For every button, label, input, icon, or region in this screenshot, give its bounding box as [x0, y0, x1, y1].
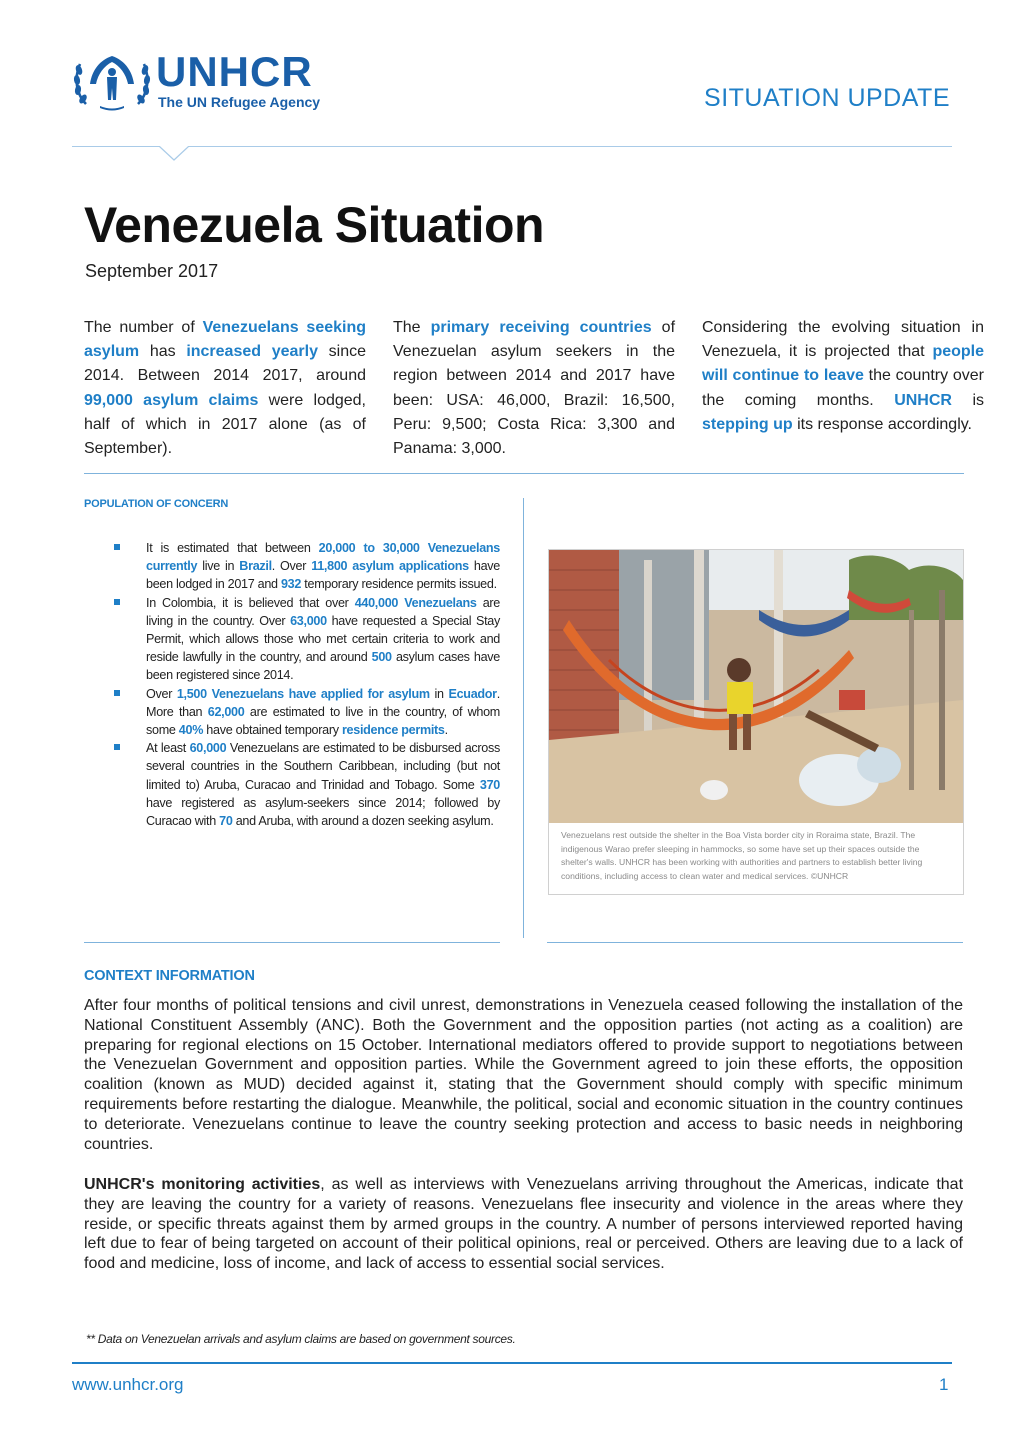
section-divider-right: [547, 942, 963, 943]
text-run: have registered as asylum-seekers since 2014; followed by Curacao with: [146, 795, 500, 829]
population-heading: POPULATION OF CONCERN: [84, 498, 229, 510]
text-run: The number of: [84, 319, 203, 336]
text-run: It is estimated that between: [146, 541, 319, 555]
highlight-text: UNHCR: [894, 391, 952, 409]
text-run: have obtained temporary: [203, 723, 342, 738]
highlight-text: 370: [479, 777, 500, 792]
photo-figure: [548, 549, 964, 895]
column-divider: [523, 498, 524, 938]
highlight-text: 20,000 to 30,000 Venezuelans currently: [146, 541, 501, 574]
page-title: Venezuela Situation: [84, 197, 545, 253]
text-run: . Over: [271, 559, 312, 574]
text-run: its response accordingly.: [792, 415, 972, 433]
population-list: [114, 539, 500, 830]
highlight-text: 63,000: [290, 613, 327, 628]
bullet-icon: [114, 744, 120, 750]
list-item: [114, 739, 500, 830]
header-divider: [72, 146, 952, 147]
highlight-text: increased yearly: [186, 343, 318, 361]
bullet-text: [146, 741, 500, 828]
text-run: has: [139, 343, 187, 361]
unhcr-logo: [72, 48, 342, 114]
shelter-photo: [549, 550, 963, 823]
highlight-text: 99,000 asylum claims: [84, 391, 259, 409]
bullet-text: [146, 687, 500, 737]
text-run: asylum cases have been registered since 2014.: [146, 650, 500, 683]
list-item: [114, 594, 500, 685]
logo-wordmark: UNHCR: [156, 48, 313, 95]
text-run: is: [951, 391, 985, 409]
highlight-text: 932: [280, 577, 302, 592]
list-item: [114, 685, 500, 740]
highlight-text: people will continue to leave: [702, 343, 984, 385]
text-run: Considering the evolving situation in Venezuela, it is projected that: [702, 319, 984, 361]
text-run: After four months of political tensions and civil unrest, demonstrations in Venezuela ceased following the installation of the National Constituent Assembly (ANC). Both the Government and the opposition parties (not acting as a coalition) are preparing for regional elections on 15 October. International mediators offered to provide support to negotiations between the Venezuelan Government and opposition parties. While the Government agreed to join these efforts, the opposition coalition (known as MUD) decided against it, stating that the Government should comply with specific minimum requirements before restarting the dialogue. Meanwhile, the political, social and economic situation in the country continues to deteriorate. Venezuelans continue to leave the country seeking protection and access to basic needs in neighboring countries.: [84, 997, 963, 1153]
highlight-text: 11,800 asylum applications: [311, 559, 469, 574]
context-heading: CONTEXT INFORMATION: [84, 968, 255, 984]
highlight-text: Brazil: [239, 559, 272, 574]
highlight-text: 500: [371, 650, 392, 665]
text-run: are living in the country. Over: [146, 595, 501, 628]
text-run: Venezuelans are estimated to be disbursed across several countries in the Southern Caribbean, including (but not limited to) Aruba, Curacao and Trinidad and Tobago. Some: [146, 741, 500, 792]
section-divider-left: [84, 942, 500, 943]
footnote: ** Data on Venezuelan arrivals and asylum claims are based on government sources.: [86, 1332, 516, 1346]
text-run: live in: [197, 559, 240, 574]
highlight-text: Venezuelans seeking asylum: [84, 319, 367, 361]
bullet-text: [146, 596, 500, 683]
footer-link[interactable]: www.unhcr.org: [72, 1375, 184, 1394]
footer-divider: [72, 1362, 952, 1364]
bold-text: UNHCR's monitoring activities: [84, 1176, 321, 1193]
text-run: have requested a Special Stay Permit, which allows those who met certain criteria to work and reside lawfully in the country, and around: [146, 613, 500, 665]
text-run: temporary residence permits issued.: [301, 577, 497, 592]
intro-column-2: [393, 316, 675, 461]
text-run: in: [429, 686, 449, 701]
text-run: of Venezuelan asylum seekers in the region between 2014 and 2017 have been: USA: 46,000, Brazil: 16,500, Peru: 9,500; Costa Rica: 3,300 and Panama: 3,000.: [393, 319, 676, 458]
highlight-text: 1,500 Venezuelans have applied for asylum: [176, 686, 430, 701]
situation-update-label: SITUATION UPDATE: [704, 84, 950, 112]
highlight-text: 40%: [178, 723, 204, 738]
bullet-icon: [114, 690, 120, 696]
text-run: are estimated to live in the country, of whom some: [146, 704, 500, 738]
photo-caption: Venezuelans rest outside the shelter in the Boa Vista border city in Roraima state, Brazil. The indigenous Warao prefer sleeping in hammocks, so some have set up their spaces outside the shelter's walls. UNHCR has been working with authorities and partners to establish better living conditions, including access to clean water and medical services. ©UNHCR: [561, 830, 923, 881]
intro-column-3: [702, 316, 984, 437]
intro-column-1: [84, 316, 366, 461]
highlight-text: 62,000: [207, 704, 245, 719]
highlight-text: 60,000: [189, 741, 227, 756]
text-run: . More than: [146, 686, 500, 719]
list-item: [114, 539, 500, 594]
text-run: have been lodged in 2017 and: [146, 559, 501, 592]
text-run: Over: [146, 686, 177, 701]
context-paragraph-1: [84, 996, 963, 1154]
highlight-text: residence permits: [341, 723, 445, 738]
context-paragraph-2: [84, 1175, 963, 1274]
text-run: , as well as interviews with Venezuelans arriving throughout the Americas, indicate that they are leaving the country for a variety of reasons. Venezuelans flee insecurity and violence in the areas where they reside, or specific threats against them by armed groups in the country. A number of persons interviewed reported having left due to fear of being targeted on account of their political opinions, real or perceived. Others are leaving due to a lack of food and medicine, loss of income, and lack of access to essential social services.: [84, 1176, 964, 1273]
text-run: were lodged, half of which in 2017 alone (as of September).: [84, 391, 366, 458]
text-run: The: [393, 319, 431, 336]
highlight-text: primary receiving countries: [430, 319, 652, 336]
intro-divider: [84, 473, 964, 474]
bullet-text: [146, 541, 500, 591]
highlight-text: Ecuador: [448, 686, 497, 701]
highlight-text: 70: [219, 814, 233, 829]
highlight-text: 440,000 Venezuelans: [354, 595, 477, 610]
report-date: September 2017: [85, 261, 219, 281]
text-run: .: [444, 723, 448, 738]
bullet-icon: [114, 599, 120, 605]
text-run: the country over the coming months.: [702, 367, 985, 409]
text-run: and Aruba, with around a dozen seeking asylum.: [232, 814, 494, 829]
text-run: At least: [146, 741, 190, 756]
highlight-text: stepping up: [702, 415, 793, 433]
page-number: 1: [939, 1375, 949, 1394]
logo-tagline: The UN Refugee Agency: [158, 94, 321, 110]
unhcr-emblem-icon: [72, 48, 152, 112]
text-run: In Colombia, it is believed that over: [146, 595, 355, 610]
chevron-down-icon: [158, 146, 190, 162]
text-run: since 2014. Between 2014 2017, around: [84, 343, 367, 385]
bullet-icon: [114, 544, 120, 550]
